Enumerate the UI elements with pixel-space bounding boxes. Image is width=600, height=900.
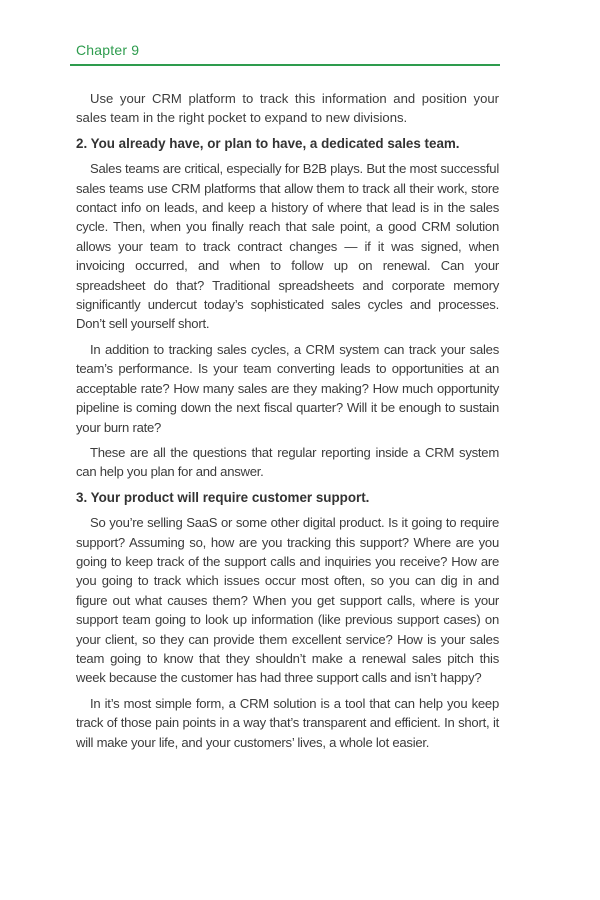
paragraph-intro: Use your CRM platform to track this information and position your sales team in the right pocket to expand to new divisions. <box>76 91 499 126</box>
paragraph-support: So you’re selling SaaS or some other digital product. Is it going to require support? Assuming so, how are you tracking this support? Where are you going to keep track of the support calls and inquiries you receive? How are you going to track which issues occur most often, so you can dig in and figure out what causes them? When you get support calls, where is your support team going to look up information (like previous support cases) on your client, so they can provide them excellent service? How is your sales team going to know that they shouldn’t make a renewal sales pitch this week because the customer has had three support calls and isn’t happy? <box>76 515 499 686</box>
paragraph-sales-teams: Sales teams are critical, especially for B2B plays. But the most successful sales teams use CRM platforms that allow them to track all their work, store contact info on leads, and keep a history of where that lead is in the sales cycle. Then, when you finally reach that sale point, a good CRM solution allows your team to track contract changes — if it was signed, when invoicing occurred, and when to follow up on renewal. Can your spreadsheet do that? Traditional spreadsheets and corporate memory significantly undercut today’s sophisticated sales cycles and processes. Don’t sell yourself short. <box>76 161 499 332</box>
paragraph-performance: In addition to tracking sales cycles, a CRM system can track your sales team’s performance. Is your team converting leads to opportunities at an acceptable rate? How many sales are they making? How much opportunity pipeline is coming down the next fiscal quarter? Will it be enough to sustain your burn rate? <box>76 341 499 435</box>
chapter-label: Chapter 9 <box>76 42 140 58</box>
section-heading-customer-support: 3. Your product will require customer support. <box>76 489 370 505</box>
paragraph-reporting: These are all the questions that regular reporting inside a CRM system can help you plan for and answer. <box>76 444 499 480</box>
header-divider <box>70 64 500 66</box>
paragraph-conclusion: In it’s most simple form, a CRM solution is a tool that can help you keep track of those pain points in a way that’s transparent and efficient. In short, it will make your life, and your customers’ lives, a whole lot easier. <box>76 695 499 750</box>
section-heading-sales-team: 2. You already have, or plan to have, a dedicated sales team. <box>76 135 460 151</box>
page-body <box>76 89 499 758</box>
